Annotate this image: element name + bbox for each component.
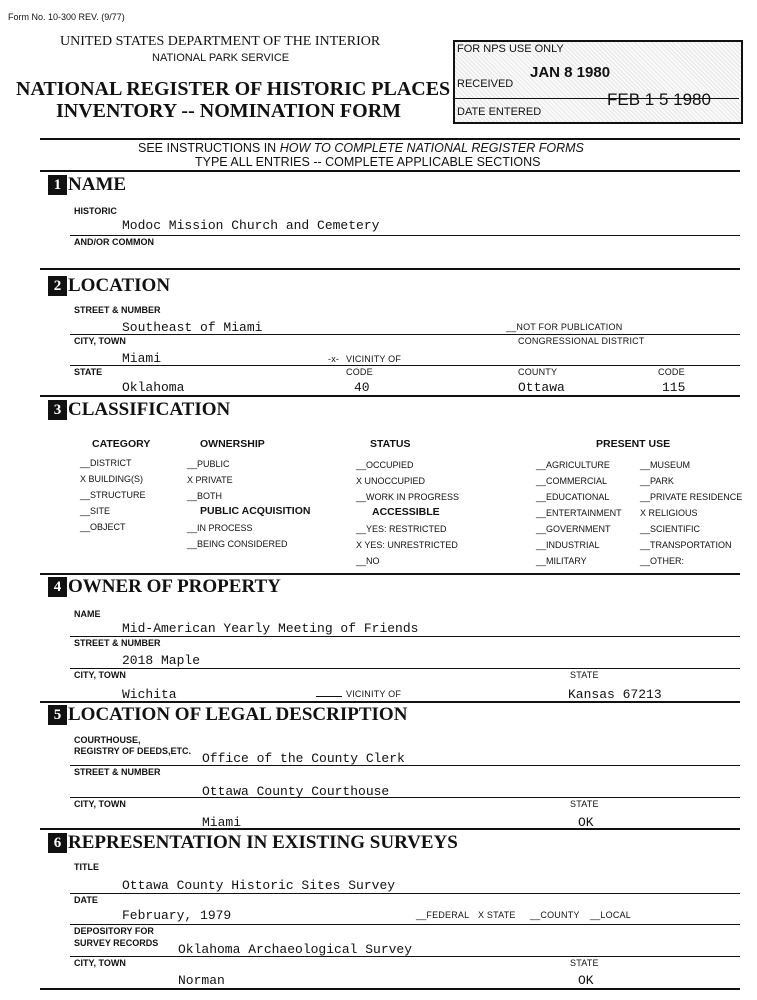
present-use-item: __MILITARY [536,556,587,566]
registry-label: REGISTRY OF DEEDS,ETC. [74,746,192,756]
status-item: X UNOCCUPIED [356,476,426,486]
congressional-district-label: CONGRESSIONAL DISTRICT [518,336,645,346]
state-value: Oklahoma [122,380,185,395]
county-value: Ottawa [518,380,565,395]
survey-date-label: DATE [74,895,98,905]
present-use-item: __PRIVATE RESIDENCE [640,492,743,502]
nps-use-label: FOR NPS USE ONLY [457,43,564,55]
category-item: __SITE [80,506,111,516]
section-number: 1 [48,175,67,195]
street-value: Southeast of Miami [122,320,263,335]
owner-name: Mid-American Yearly Meeting of Friends [122,621,419,636]
date-entered-stamp: FEB 1 5 1980 [607,90,711,109]
date-entered-label: DATE ENTERED [457,106,542,118]
survey-records-label: SURVEY RECORDS [74,938,159,948]
section-title-location: LOCATION [68,275,171,296]
received-label: RECEIVED [457,78,514,90]
county-label: COUNTY [518,367,558,377]
survey-state-label: STATE [570,958,599,968]
county-code-label: CODE [658,367,685,377]
section-number: 6 [48,833,67,853]
survey-state: OK [578,973,594,988]
courthouse-value: Office of the County Clerk [202,751,405,766]
acquisition-item: __BEING CONSIDERED [187,539,288,549]
code-label: CODE [346,367,373,377]
state-label: STATE [74,367,103,377]
category-item: X BUILDING(S) [80,474,144,484]
received-stamp: JAN 8 1980 [530,64,611,81]
category-item: __STRUCTURE [80,490,146,500]
department: UNITED STATES DEPARTMENT OF THE INTERIOR [60,34,381,49]
acquisition-item: __IN PROCESS [187,523,253,533]
form-number: Form No. 10-300 REV. (9/77) [8,12,125,22]
present-use-item: __SCIENTIFIC [640,524,701,534]
legal-city: Miami [202,815,242,830]
owner-street-label: STREET & NUMBER [74,638,161,648]
category-heading: CATEGORY [92,438,151,450]
present-use-item: __GOVERNMENT [536,524,611,534]
category-item: __DISTRICT [80,458,132,468]
legal-street-label: STREET & NUMBER [74,767,161,777]
ownership-item: __PUBLIC [187,459,230,469]
instructions-line2: TYPE ALL ENTRIES -- COMPLETE APPLICABLE SECTIONS [195,155,541,169]
section-number: 2 [48,276,67,296]
section-title-legal: LOCATION OF LEGAL DESCRIPTION [68,704,408,725]
county-check: __COUNTY [530,910,580,920]
historic-name: Modoc Mission Church and Cemetery [122,218,380,233]
present-use-item: __AGRICULTURE [536,460,610,470]
state-code: 40 [354,380,370,395]
status-heading: STATUS [370,438,411,450]
ownership-item: __BOTH [187,491,223,501]
county-code: 115 [662,380,686,395]
category-item: __OBJECT [80,522,126,532]
present-use-item: __INDUSTRIAL [536,540,600,550]
status-item: __WORK IN PROGRESS [356,492,460,502]
street-label: STREET & NUMBER [74,305,161,315]
nps-use-box [453,40,743,124]
depository-label: DEPOSITORY FOR [74,926,154,936]
local-check: __LOCAL [590,910,631,920]
section-title-surveys: REPRESENTATION IN EXISTING SURVEYS [68,832,458,853]
city-value: Miami [122,351,162,366]
present-use-item: __MUSEUM [640,460,691,470]
section-title-classification: CLASSIFICATION [68,399,231,420]
vicinity-mark: -x- [328,354,340,364]
present-use-heading: PRESENT USE [596,438,671,450]
present-use-item: __EDUCATIONAL [536,492,610,502]
ownership-heading: OWNERSHIP [200,438,265,450]
present-use-item: __TRANSPORTATION [640,540,732,550]
state-check: X STATE [478,910,516,920]
common-label: AND/OR COMMON [74,237,154,247]
legal-state-label: STATE [570,799,599,809]
form-subtitle: INVENTORY -- NOMINATION FORM [56,100,402,122]
section-number: 3 [48,400,67,420]
access-item: __NO [356,556,380,566]
owner-state-label: STATE [570,670,599,680]
instructions-line1: SEE INSTRUCTIONS IN HOW TO COMPLETE NATIONAL REGISTER FORMS [138,141,584,155]
legal-city-label: CITY, TOWN [74,799,126,809]
form-title: NATIONAL REGISTER OF HISTORIC PLACES [16,78,451,100]
survey-title-label: TITLE [74,862,99,872]
survey-date: February, 1979 [122,908,232,923]
survey-city: Norman [178,973,225,988]
courthouse-label: COURTHOUSE, [74,735,141,745]
public-acquisition-heading: PUBLIC ACQUISITION [200,505,311,517]
depository-value: Oklahoma Archaeological Survey [178,942,413,957]
historic-label: HISTORIC [74,206,117,216]
owner-city-label: CITY, TOWN [74,670,126,680]
section-number: 4 [48,577,67,597]
present-use-item: __COMMERCIAL [536,476,608,486]
present-use-item: X RELIGIOUS [640,508,698,518]
owner-street: 2018 Maple [122,653,201,668]
accessible-heading: ACCESSIBLE [372,506,440,518]
present-use-item: __ENTERTAINMENT [536,508,622,518]
survey-city-label: CITY, TOWN [74,958,126,968]
owner-city: Wichita [122,687,177,702]
section-title-owner: OWNER OF PROPERTY [68,576,281,597]
present-use-item: __PARK [640,476,674,486]
vicinity-label: VICINITY OF [346,354,402,364]
present-use-item: __OTHER: [640,556,685,566]
owner-state: Kansas 67213 [568,687,662,702]
federal-check: __FEDERAL [416,910,470,920]
status-item: __OCCUPIED [356,460,414,470]
ownership-item: X PRIVATE [187,475,233,485]
access-item: X YES: UNRESTRICTED [356,540,458,550]
city-label: CITY, TOWN [74,336,126,346]
legal-street: Ottawa County Courthouse [202,784,390,799]
service: NATIONAL PARK SERVICE [152,52,290,64]
section-title-name: NAME [68,174,127,195]
owner-name-label: NAME [74,609,101,619]
owner-vicinity: VICINITY OF [346,689,402,699]
section-number: 5 [48,705,67,725]
not-for-publication: __NOT FOR PUBLICATION [506,322,623,332]
survey-title: Ottawa County Historic Sites Survey [122,878,396,893]
legal-state: OK [578,815,594,830]
access-item: __YES: RESTRICTED [356,524,447,534]
